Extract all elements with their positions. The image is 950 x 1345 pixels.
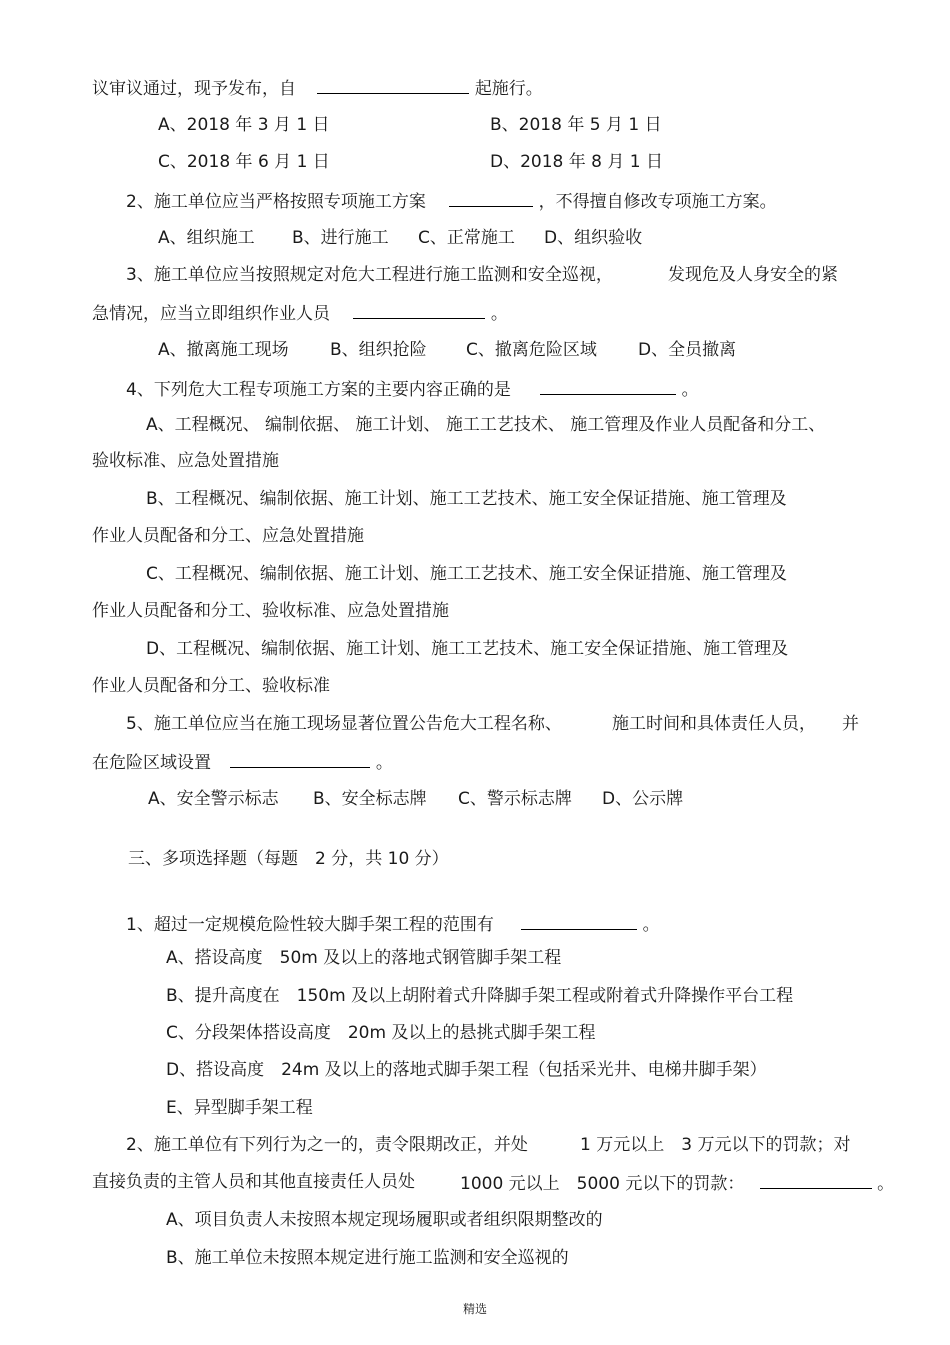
option-b: B、组织抢险 — [330, 340, 427, 360]
option-c-line2: 作业人员配备和分工、验收标准、应急处置措施 — [92, 601, 449, 621]
option-a: A、安全警示标志 — [148, 789, 279, 809]
answer-blank — [449, 189, 533, 207]
option-d: D、2018 年 8 月 1 日 — [490, 152, 664, 172]
question-5-line2 — [92, 750, 393, 774]
question-text: 3、施工单位应当按照规定对危大工程进行施工监测和安全巡视， — [126, 265, 613, 285]
question-3-line1 — [126, 264, 613, 286]
question-text: 4、下列危大工程专项施工方案的主要内容正确的是 — [126, 380, 511, 400]
question-text: 2、施工单位应当严格按照专项施工方案 — [126, 192, 426, 212]
option-c: C、撤离危险区域 — [466, 340, 597, 360]
question-line — [92, 76, 543, 100]
answer-blank — [230, 750, 370, 768]
option-d-line1: D、工程概况、编制依据、施工计划、施工工艺技术、施工安全保证措施、施工管理及 — [146, 639, 789, 659]
option-d: D、全员撤离 — [638, 340, 737, 360]
question-text: 。 — [642, 915, 660, 935]
option-a: A、撤离施工现场 — [158, 340, 289, 360]
option-a-line1: A、工程概况、 编制依据、 施工计划、 施工工艺技术、 施工管理及作业人员配备和分工、 — [146, 415, 826, 435]
question-text: 起施行。 — [474, 79, 543, 99]
section-heading: 三、多项选择题（每题 2 分，共 10 分） — [128, 849, 449, 869]
answer-blank — [521, 912, 637, 930]
multi-question-2-line2: 直接负责的主管人员和其他直接责任人员处 — [92, 1172, 415, 1192]
option-c-line1: C、工程概况、编制依据、施工计划、施工工艺技术、施工安全保证措施、施工管理及 — [146, 564, 787, 584]
option-c: C、分段架体搭设高度 20m 及以上的悬挑式脚手架工程 — [166, 1023, 596, 1043]
multi-question-2-line1-tail: 1 万元以上 3 万元以下的罚款；对 — [580, 1135, 851, 1155]
option-c: C、警示标志牌 — [458, 789, 572, 809]
question-2 — [126, 189, 777, 213]
answer-blank — [760, 1171, 872, 1189]
option-c: C、正常施工 — [418, 228, 515, 248]
option-b-line1: B、工程概况、编制依据、施工计划、施工工艺技术、施工安全保证措施、施工管理及 — [146, 489, 787, 509]
option-b: B、2018 年 5 月 1 日 — [490, 115, 662, 135]
answer-blank — [353, 301, 485, 319]
question-text: 。 — [375, 753, 393, 773]
question-text: 。 — [681, 380, 699, 400]
question-text: 。 — [877, 1174, 895, 1194]
question-text: ，不得擅自修改专项施工方案。 — [538, 192, 777, 212]
option-b: B、进行施工 — [292, 228, 389, 248]
multi-question-2-line1: 2、施工单位有下列行为之一的，责令限期改正，并处 — [126, 1135, 528, 1155]
option-b-line2: 作业人员配备和分工、应急处置措施 — [92, 526, 364, 546]
answer-blank — [540, 377, 676, 395]
option-a: A、项目负责人未按照本规定现场履职或者组织限期整改的 — [166, 1210, 603, 1230]
option-a: A、组织施工 — [158, 228, 255, 248]
option-c: C、2018 年 6 月 1 日 — [158, 152, 330, 172]
option-d-line2: 作业人员配备和分工、验收标准 — [92, 676, 330, 696]
option-a: A、搭设高度 50m 及以上的落地式钢管脚手架工程 — [166, 948, 562, 968]
question-5-line1-mid: 施工时间和具体责任人员， — [612, 714, 816, 734]
answer-blank — [317, 76, 469, 94]
question-text: 在危险区域设置 — [92, 753, 211, 773]
option-e: E、异型脚手架工程 — [166, 1098, 313, 1118]
question-text: 急情况，应当立即组织作业人员 — [92, 304, 330, 324]
question-5-line1-tail: 并 — [842, 714, 859, 734]
question-text: 1000 元以上 5000 元以下的罚款： — [460, 1174, 745, 1194]
option-b: B、安全标志牌 — [313, 789, 427, 809]
option-d: D、搭设高度 24m 及以上的落地式脚手架工程（包括采光井、电梯井脚手架） — [166, 1060, 767, 1080]
multi-question-1 — [126, 912, 660, 936]
question-4 — [126, 377, 699, 401]
option-b: B、施工单位未按照本规定进行施工监测和安全巡视的 — [166, 1248, 569, 1268]
multi-question-2-line2-tail — [460, 1171, 894, 1195]
page-footer: 精选 — [462, 1302, 487, 1316]
question-text: 。 — [490, 304, 508, 324]
option-d: D、公示牌 — [602, 789, 684, 809]
question-3-line2 — [92, 301, 508, 325]
option-d: D、组织验收 — [544, 228, 643, 248]
question-text: 1、超过一定规模危险性较大脚手架工程的范围有 — [126, 915, 494, 935]
option-b: B、提升高度在 150m 及以上胡附着式升降脚手架工程或附着式升降操作平台工程 — [166, 986, 794, 1006]
question-5-line1: 5、施工单位应当在施工现场显著位置公告危大工程名称、 — [126, 714, 562, 734]
option-a: A、2018 年 3 月 1 日 — [158, 115, 330, 135]
question-text: 议审议通过，现予发布，自 — [92, 79, 296, 99]
question-3-line1-tail: 发现危及人身安全的紧 — [668, 265, 838, 285]
option-a-line2: 验收标准、应急处置措施 — [92, 451, 279, 471]
